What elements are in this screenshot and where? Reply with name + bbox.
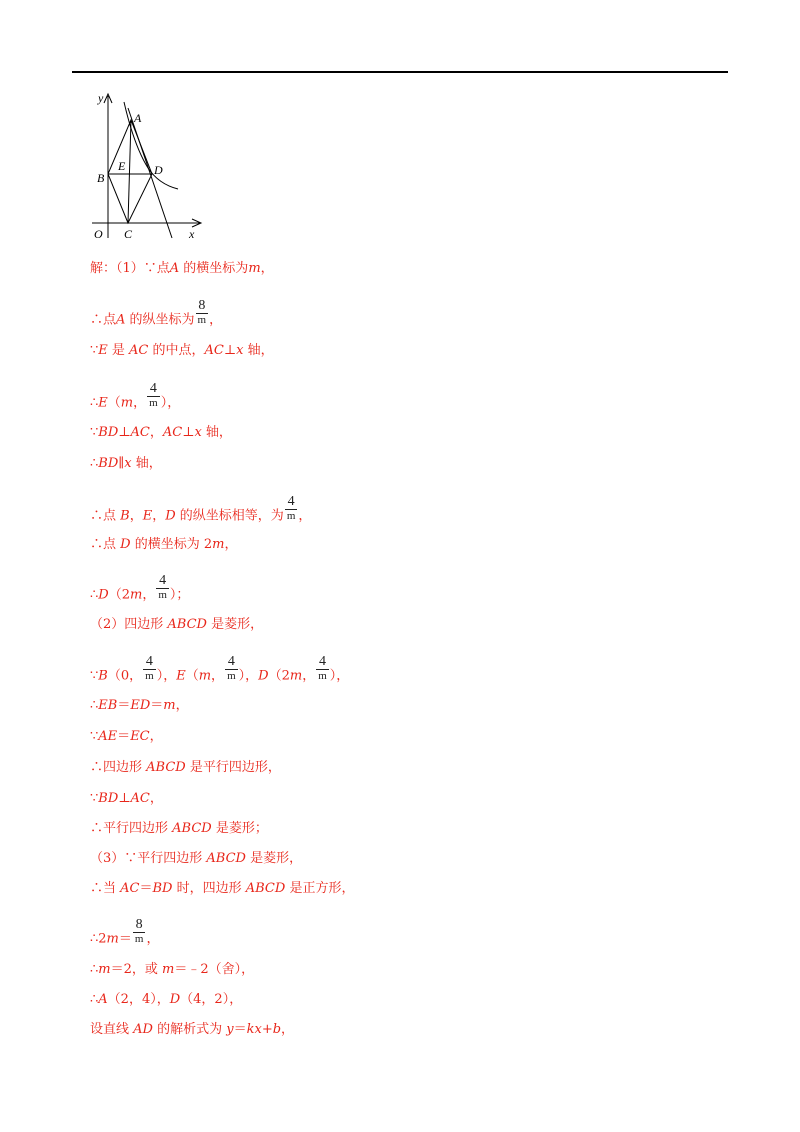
solution-line-5: ∵BD⊥AC，AC⊥x 轴，	[90, 425, 232, 440]
solution-line-3: ∵E 是 AC 的中点，AC⊥x 轴，	[90, 343, 274, 358]
solution-line-12: ∴EB＝ED＝m，	[90, 698, 189, 713]
diagonal-ac	[128, 120, 131, 223]
solution-line-9: ∴D（2m， $\frac{4}{m}$ ）；	[90, 573, 190, 603]
label-c: C	[124, 227, 133, 241]
solution-line-16: ∴平行四边形 ABCD 是菱形；	[90, 821, 268, 836]
solution-line-1: 解：（1）∵点A 的横坐标为m，	[90, 261, 274, 276]
solution-line-19: ∴2m＝ $\frac{8}{m}$ ，	[90, 917, 160, 947]
label-o: O	[94, 227, 103, 241]
label-b: B	[97, 171, 105, 185]
label-e: E	[118, 159, 126, 173]
coordinate-figure	[88, 88, 212, 248]
header-rule	[72, 71, 728, 73]
fraction-4-over-m: $\frac{4}{m}$	[318, 654, 327, 682]
fraction-8-over-m: $\frac{8}{m}$	[134, 917, 144, 945]
label-x: x	[189, 227, 195, 241]
label-d: D	[154, 163, 163, 177]
solution-line-8: ∴点 D 的横坐标为 2m，	[90, 537, 238, 552]
fraction-4-over-m: $\frac{4}{m}$	[158, 573, 167, 601]
solution-line-4: ∴E（m， $\frac{4}{m}$ ），	[90, 381, 181, 411]
solution-line-18: ∴当 AC＝BD 时，四边形 ABCD 是正方形，	[90, 881, 355, 896]
line-ad	[128, 108, 172, 238]
solution-line-11: ∵B（0， $\frac{4}{m}$ ），E（m， $\frac{4}{m}$ ），D（2m， $\frac{4}{m}$ ），	[90, 654, 350, 684]
solution-line-15: ∵BD⊥AC，	[90, 791, 163, 806]
solution-line-10: （2）四边形 ABCD 是菱形，	[90, 617, 264, 632]
fraction-4-over-m: $\frac{4}{m}$	[149, 381, 158, 409]
solution-line-22: 设直线 AD 的解析式为 y＝kx+b，	[90, 1022, 295, 1037]
solution-line-7: ∴点 B，E，D 的纵坐标相等，为 $\frac{4}{m}$ ，	[90, 494, 312, 524]
solution-line-20: ∴m＝2，或 m＝﹣2（舍），	[90, 962, 255, 977]
fraction-4-over-m: $\frac{4}{m}$	[145, 654, 154, 682]
solution-line-6: ∴BD∥x 轴，	[90, 456, 162, 471]
fraction-4-over-m: $\frac{4}{m}$	[286, 494, 296, 522]
solution-line-14: ∴四边形 ABCD 是平行四边形，	[90, 760, 281, 775]
solution-line-13: ∵AE＝EC，	[90, 729, 163, 744]
label-y: y	[98, 91, 104, 105]
solution-line-21: ∴A（2，4），D（4，2），	[90, 992, 243, 1007]
label-a: A	[134, 111, 142, 125]
solution-line-17: （3）∵平行四边形 ABCD 是菱形，	[90, 851, 303, 866]
fraction-4-over-m: $\frac{4}{m}$	[227, 654, 236, 682]
fraction-8-over-m: $\frac{8}{m}$	[197, 298, 207, 326]
solution-line-2: ∴点A 的纵坐标为 $\frac{8}{m}$ ，	[90, 298, 223, 328]
